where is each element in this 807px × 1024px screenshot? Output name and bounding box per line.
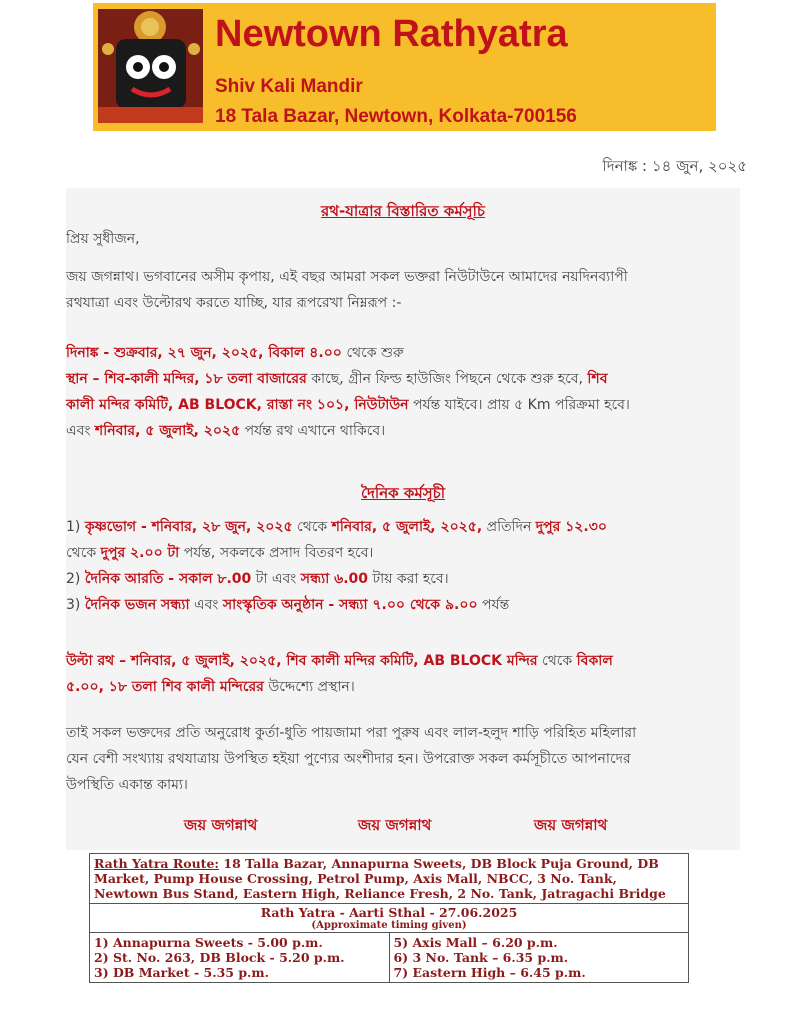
aarti-stop-6: 6) 3 No. Tank – 6.35 p.m. xyxy=(393,950,569,965)
daily-item-2: 2) দৈনিক আরতি - সকাল ৮.00 টা এবং সন্ধ্যা ৬.00 টায় করা হবে। xyxy=(66,571,449,587)
appeal-line-3: উপস্থিতি একান্ত কাম্য। xyxy=(66,777,188,793)
route-table xyxy=(89,853,689,983)
route-label: Rath Yatra Route: xyxy=(94,856,220,871)
letter-body xyxy=(66,188,740,850)
ulta-rath-paragraph xyxy=(66,648,740,700)
start-paragraph xyxy=(66,340,740,444)
appeal-line-2: যেন বেশী সংখ্যায় রথযাত্রায় উপস্থিত হইয়া পুণ্যের অংশীদার হন। উপরোক্ত সকল কর্মসূচীতে আপনাদের xyxy=(66,751,631,767)
aarti-stop-1: 1) Annapurna Sweets - 5.00 p.m. xyxy=(94,935,323,950)
aarti-header xyxy=(90,904,689,933)
aarti-right-column xyxy=(389,933,689,983)
daily-item-3: 3) দৈনিক ভজন সন্ধ্যা এবং সাংস্কৃতিক অনুষ্ঠান - সন্ধ্যা ৭.০০ থেকে ৯.০০ পর্যন্ত xyxy=(66,597,510,613)
aarti-title: Rath Yatra - Aarti Sthal - 27.06.2025 xyxy=(260,905,518,920)
ulta-line-1: উল্টা রথ – শনিবার, ৫ জুলাই, ২০২৫, শিব কালী মন্দির কমিটি, AB BLOCK মন্দির থেকে বিকাল xyxy=(66,653,613,669)
appeal-line-1: তাই সকল ভক্তদের প্রতি অনুরোধ কুর্তা-ধুতি পায়জামা পরা পুরুষ এবং লাল-হলুদ শাড়ি পরিহিত মহিলারা xyxy=(66,725,637,741)
route-cell xyxy=(90,854,689,904)
intro-line-1: জয় জগন্নাথ। ভগবানের অসীম কৃপায়, এই বছর আমরা সকল ভক্তরা নিউটাউনে আমাদের নয়দিনব্যাপী xyxy=(66,269,628,285)
header-banner xyxy=(93,3,716,131)
place-line-3: এবং শনিবার, ৫ জুলাই, ২০২৫ পর্যন্ত রথ এখানে থাকিবে। xyxy=(66,423,386,439)
temple-name: Shiv Kali Mandir xyxy=(215,76,363,97)
daily-item-1-cont: থেকে দুপুর ২.০০ টা পর্যন্ত, সকলকে প্রসাদ বিতরণ হবে। xyxy=(66,545,374,561)
aarti-stop-5: 5) Axis Mall – 6.20 p.m. xyxy=(393,935,558,950)
aarti-stop-2: 2) St. No. 263, DB Block - 5.20 p.m. xyxy=(94,950,345,965)
ulta-line-2: ৫.০০, ১৮ তলা শিব কালী মন্দিরের উদ্দেশ্যে প্রস্থান। xyxy=(66,679,355,695)
aarti-stop-3: 3) DB Market - 5.35 p.m. xyxy=(94,965,269,980)
jay-jagannath-2: জয় জগন্নাথ xyxy=(358,816,432,834)
letter-date: দিনাঙ্ক : ১৪ জুন, ২০২৫ xyxy=(602,157,747,175)
jay-jagannath-3: জয় জগন্নাথ xyxy=(534,816,608,834)
temple-address: 18 Tala Bazar, Newtown, Kolkata-700156 xyxy=(215,106,577,127)
place-line-1: স্থান – শিব-কালী মন্দির, ১৮ তলা বাজারের কাছে, গ্রীন ফিল্ড হাউজিং পিছনে থেকে শুরু হবে, শিব xyxy=(66,371,608,387)
daily-item-1: 1) কৃষ্ণভোগ - শনিবার, ২৮ জুন, ২০২৫ থেকে শনিবার, ৫ জুলাই, ২০২৫, প্রতিদিন দুপুর ১২.৩০ xyxy=(66,519,607,535)
greeting: প্রিয় সুধীজন, xyxy=(66,231,140,247)
start-line: দিনাঙ্ক - শুক্রবার, ২৭ জুন, ২০২৫, বিকাল ৪.০০ থেকে শুরু xyxy=(66,345,404,361)
intro-line-2: রথযাত্রা এবং উল্টোরথ করতে যাচ্ছি, যার রূপরেখা নিম্নরূপ :- xyxy=(66,295,402,311)
place-line-2: কালী মন্দির কমিটি, AB BLOCK, রাস্তা নং ১০১, নিউটাউন পর্যন্ত যাইবে। প্রায় ৫ Km পরিক্রমা হবে। xyxy=(66,397,630,413)
jay-jagannath-1: জয় জগন্নাথ xyxy=(184,816,258,834)
daily-list xyxy=(66,514,740,618)
page-title: Newtown Rathyatra xyxy=(215,13,568,55)
route-text: 18 Talla Bazar, Annapurna Sweets, DB Block Puja Ground, DB Market, Pump House Crossing, Petrol Pump, Axis Mall, NBCC, 3 No. Tank, Newtown Bus Stand, Eastern High, Reliance Fresh, 2 No. Tank, Jatragachi Bridge xyxy=(94,856,666,901)
jagannath-image xyxy=(98,9,203,123)
aarti-left-column xyxy=(90,933,390,983)
intro-paragraph xyxy=(66,264,740,316)
aarti-stop-7: 7) Eastern High – 6.45 p.m. xyxy=(393,965,586,980)
daily-program-title: দৈনিক কর্মসূচী xyxy=(360,484,446,502)
aarti-note: (Approximate timing given) xyxy=(311,920,467,931)
appeal-paragraph xyxy=(66,720,740,798)
program-title: রথ-যাত্রার বিস্তারিত কর্মসূচি xyxy=(321,202,485,220)
